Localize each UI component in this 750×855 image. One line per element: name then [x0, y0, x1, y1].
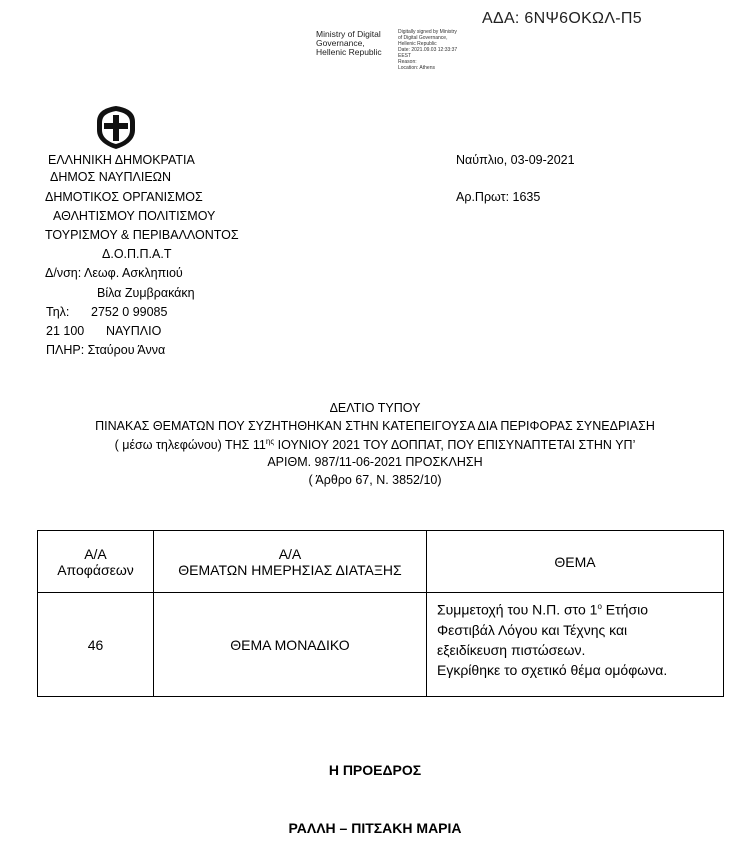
decisions-table	[37, 530, 724, 697]
digital-signature-signer	[316, 30, 382, 57]
header-text: ΘΕΜΑ	[554, 553, 596, 570]
signature-detail-line: of Digital Governance,	[398, 35, 448, 41]
signer-line: Governance,	[316, 38, 365, 48]
sender-line-5: ΤΟΥΡΙΣΜΟΥ & ΠΕΡΙΒΑΛΛΟΝΤΟΣ	[45, 228, 239, 242]
sender-line-6: Δ.Ο.Π.Π.Α.Τ	[102, 247, 172, 261]
sender-line-2: ΔΗΜΟΣ ΝΑΥΠΛΙΕΩΝ	[50, 170, 172, 184]
sender-info: ΠΛΗΡ: Σταύρου Άννα	[46, 343, 166, 357]
sender-zip: 21 100	[46, 324, 85, 338]
sender-tel-label: Τηλ:	[46, 305, 70, 319]
signature-detail-line: EEST	[398, 53, 412, 59]
theme-line-3: εξειδίκευση πιστώσεων.	[437, 641, 586, 658]
sender-address-2: Βίλα Ζυμβρακάκη	[97, 286, 195, 300]
header-agenda-no	[154, 531, 427, 593]
press-line-3: ΑΡΙΘΜ. 987/11-06-2021 ΠΡΟΣΚΛΗΣΗ	[267, 455, 483, 469]
theme-line-1	[437, 597, 717, 620]
press-line-2-superscript: ης	[265, 437, 275, 446]
theme-line-1-start: Συμμετοχή του Ν.Π. στο 1	[437, 601, 598, 618]
theme-line-4: Εγκρίθηκε το σχετικό θέμα ομόφωνα.	[437, 661, 668, 678]
header-text: Α/Α	[278, 545, 302, 562]
sender-city: ΝΑΥΠΛΙΟ	[106, 324, 162, 338]
theme-line-1-end: Ετήσιο	[601, 601, 648, 618]
decision-number-cell: 46	[38, 593, 154, 697]
signer-line: Hellenic Republic	[316, 47, 382, 57]
header-decision-no	[38, 531, 154, 593]
press-line-1: ΠΙΝΑΚΑΣ ΘΕΜΑΤΩΝ ΠΟΥ ΣΥΖΗΤΗΘΗΚΑΝ ΣΤΗΝ ΚΑΤΕΠΕΙΓΟΥΣΑ ΔΙΑ ΠΕΡΙΦΟΡΑΣ ΣΥΝΕΔΡΙΑΣΗ	[95, 419, 655, 433]
header-text: Α/Α	[84, 545, 107, 562]
signature-detail-line: Reason:	[398, 59, 417, 65]
signatory-role: Η ΠΡΟΕΔΡΟΣ	[328, 762, 422, 778]
table-row	[38, 593, 724, 697]
table-header-row	[38, 531, 724, 593]
signature-detail-line: Location: Athens	[398, 65, 435, 71]
theme-cell	[427, 593, 724, 697]
header-theme	[427, 531, 724, 593]
sender-line-3: ΔΗΜΟΤΙΚΟΣ ΟΡΓΑΝΙΣΜΟΣ	[45, 190, 203, 204]
theme-line-2: Φεστιβάλ Λόγου και Τέχνης και	[437, 621, 628, 638]
press-line-2-end: ΙΟΥΝΙΟΥ 2021 ΤΟΥ ΔΟΠΠΑΤ, ΠΟΥ ΕΠΙΣΥΝΑΠΤΕΤΑΙ ΣΤΗΝ ΥΠ’	[274, 438, 636, 453]
greek-emblem-icon	[93, 104, 139, 150]
signer-line: Ministry of Digital	[316, 29, 381, 39]
digital-signature-details	[398, 29, 457, 71]
sender-tel-value: 2752 0 99085	[91, 305, 168, 319]
signature-detail-line: Digitally signed by Ministry	[398, 29, 457, 35]
press-line-4: ( Άρθρο 67, Ν. 3852/10)	[308, 473, 442, 487]
signature-detail-line: Hellenic Republic	[398, 41, 437, 47]
sender-line-1: ΕΛΛΗΝΙΚΗ ΔΗΜΟΚΡΑΤΙΑ	[48, 153, 195, 167]
sender-address: Δ/νση: Λεωφ. Ασκληπιού	[45, 266, 183, 280]
press-line-2-start: ( μέσω τηλεφώνου) ΤΗΣ 11	[114, 438, 266, 453]
theme-superscript: ο	[597, 602, 602, 611]
agenda-item-cell: ΘΕΜΑ ΜΟΝΑΔΙΚΟ	[154, 593, 427, 697]
sender-line-4: ΑΘΛΗΤΙΣΜΟΥ ΠΟΛΙΤΙΣΜΟΥ	[53, 209, 216, 223]
signature-detail-line: Date: 2021.09.03 12:33:37	[398, 47, 458, 53]
press-line-2	[0, 437, 750, 452]
press-title: ΔΕΛΤΙΟ ΤΥΠΟΥ	[329, 401, 421, 415]
document-date: Ναύπλιο, 03-09-2021	[456, 153, 575, 167]
protocol-number: Αρ.Πρωτ: 1635	[456, 190, 541, 204]
signatory-name: ΡΑΛΛΗ – ΠΙΤΣΑΚΗ ΜΑΡΙΑ	[288, 820, 462, 836]
ada-code: ΑΔΑ: 6ΝΨ6ΟΚΩΛ-Π5	[482, 10, 642, 27]
header-text: ΘΕΜΑΤΩΝ ΗΜΕΡΗΣΙΑΣ ΔΙΑΤΑΞΗΣ	[178, 561, 402, 578]
header-text: Αποφάσεων	[57, 561, 134, 578]
